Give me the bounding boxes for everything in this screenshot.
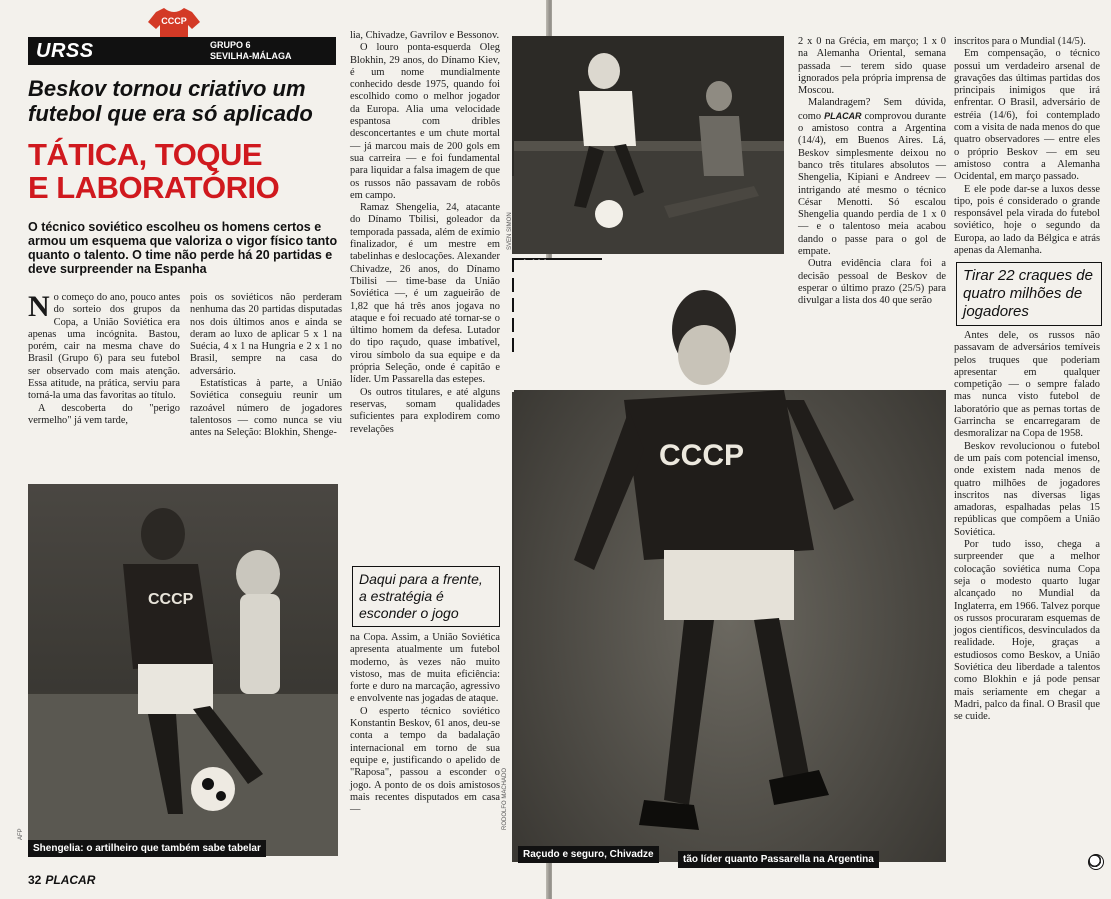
photo-credit-left: AFP <box>18 828 24 840</box>
article-column-2 <box>190 292 342 440</box>
group-line-1: GRUPO 6 <box>210 40 251 50</box>
page-number: 32 <box>28 873 42 887</box>
paragraph: lia, Chivadze, Gavrilov e Bessonov. <box>350 30 500 41</box>
paragraph-text: o começo do ano, pouco antes do sorteio dos grupos da Copa, a União Soviética era apenas uma incógnita. Bastou, porém, cair na mesma chave do Brasil (Grupo 6) para seu futebol ser observado com mais atenção. Essa atitude, na prática, serviu para torná-la uma das favoritas ao título. <box>28 292 180 402</box>
page-footer <box>28 873 95 887</box>
paragraph: 2 x 0 na Grécia, em março; 1 x 0 na Alemanha Oriental, semana passada — terem sido quase ignorados pela própria imprensa de Moscou. <box>798 36 946 97</box>
pullquote-left: Daqui para a frente, a estratégia é esconder o jogo <box>352 566 500 627</box>
paragraph: E ele pode dar-se a luxos desse tipo, pois é considerado o grande responsável pela virada do futebol soviético, hoje o segundo da Europa, ao lado da Bélgica e atrás apenas da Alemanha. <box>954 183 1100 257</box>
paragraph: na Copa. Assim, a União Soviética apresenta atualmente um futebol moderno, às vezes não muito vistoso, mas de muita eficiência: forte e duro na marcação, agressivo e envolvente nas jogadas de ataque. <box>350 632 500 705</box>
paragraph: Outra evidência clara foi a decisão pessoal de Beskov de esperar o último prazo (25/5) para divulgar a lista dos 40 que serão <box>798 258 946 307</box>
headline <box>28 138 348 204</box>
headline-line-2: E LABORATÓRIO <box>28 170 280 205</box>
chivadze-caption-b: tão líder quanto Passarella na Argentina <box>678 851 879 868</box>
article-column-3 <box>350 30 500 436</box>
right-page <box>502 0 1111 899</box>
soccer-ball-end-icon <box>1088 854 1104 870</box>
dropcap: N <box>28 290 50 323</box>
section-tag-bar <box>28 37 336 65</box>
blokhin-photo <box>514 36 784 254</box>
shengelia-photo <box>28 484 338 856</box>
section-country: URSS <box>36 40 94 62</box>
group-line-2: SEVILHA-MÁLAGA <box>210 51 292 61</box>
paragraph: Em compensação, o técnico possui um verdadeiro arsenal de gravações das últimas partidas dos principais inimigos que irá enfrentar. O Brasil, adversário de estréia (14/6), foi contemplado com a visita de nada menos do que quatro observadores — entre eles o próprio Beskov — em seu amistoso contra a Alemanha Ocidental, em março passado. <box>954 48 1100 183</box>
paragraph: pois os soviéticos não perderam nenhuma das 20 partidas disputadas nos dois últimos anos e ainda se deram ao luxo de aplicar 5 x 1 na Suécia, 4 x 1 na Hungria e 2 x 1 no Brasil, sempre na casa do adversário. <box>190 292 342 377</box>
svg-text:CCCP: CCCP <box>659 439 745 472</box>
paragraph: Por tudo isso, chega a surpreender que a melhor colocação soviética numa Copa seja o modesto quarto lugar alcançado no Mundial da Inglaterra, em 1966. Talvez porque os russos procuraram esquemas de jogos científicos, desvinculados da realidade. Hoje, graças a estudiosos como Beskov, a União Soviética deu liberdade a talentos como Blokhin e já pode pensar mais seriamente em chegar a Madri, palco da final. O Brasil que se cuide. <box>954 539 1100 723</box>
lede: O técnico soviético escolheu os homens certos e armou um esquema que valoriza o vigor físico tanto quanto o talento. O time não perde há 20 partidas e deve surpreender na Espanha <box>28 220 338 276</box>
photo-credit-chivadze: RODOLFO MACHADO <box>502 767 508 830</box>
svg-text:CCCP: CCCP <box>148 591 194 608</box>
article-column-5-cont <box>954 330 1100 724</box>
paragraph: Os outros titulares, e até alguns reservas, somam qualidades suficientes para explodirem como revelações <box>350 386 500 435</box>
paragraph: A descoberta do "perigo vermelho" já vem tarde, <box>28 402 180 426</box>
chivadze-caption-a: Raçudo e seguro, Chivadze <box>518 846 659 863</box>
article-column-4 <box>798 36 946 308</box>
section-group <box>210 40 292 62</box>
paragraph-text: comprovou durante o amistoso contra a Argentina (14/4), em Buenos Aires. Lá, Beskov simplesmente deixou no banco três titulares absolutos — Shengelia, Kipiani e Andreev — intrigando até mesmo o técnico César Menotti. Só escalou Shengelia quando perdia de 1 x 0 — e o talentoso meia acabou dando o passe para o gol de empate. <box>798 110 946 258</box>
kicker: Beskov tornou criativo um futebol que era só aplicado <box>28 76 313 126</box>
left-page <box>0 0 548 899</box>
paragraph: Antes dele, os russos não passavam de adversários temíveis pelos truques que poderiam apresentar em qualquer competição — o sempre falado mas nunca visto futebol de laboratório que as pernas tortas de Garrincha se encarregaram de desmoralizar na Copa de 1958. <box>954 330 1100 440</box>
paragraph: O louro ponta-esquerda Oleg Blokhin, 29 anos, do Dínamo Kiev, é um nome mundialmente conhecido desde 1975, quando foi escolhido como o melhor jogador da Europa. Alia uma velocidade espantosa com dribles desconcertantes e um chute mortal — já marcou mais de 200 gols em sua carreira — e foi fundamental para liquidar a falsa imagem de que os russos não passavam de robôs em campo. <box>350 42 500 201</box>
paragraph: Beskov revolucionou o futebol de um país com potencial imenso, onde existem nada menos de quatro milhões de jogadores inscritos nas diversas ligas amadoras, espalhadas pelas 15 repúblicas que compõem a União Soviética. <box>954 440 1100 538</box>
paragraph <box>28 292 180 403</box>
paragraph: Ramaz Shengelia, 24, atacante do Dínamo Tbilisi, goleador da temporada passada, além de exímio finalizador, é um mestre em tabelinhas e deslocações. Alexander Chivadze, 26 anos, do Dínamo Tbilisi — time-base da União Soviética —, é um zagueirão de 1,82 que há três anos jogava no ataque e foi recuado até tornar-se o último homem da defesa. Lutador do tipo raçudo, quase imbatível, virou símbolo da sua equipe e da própria Seleção, onde é capitão e líder. Um Passarella das estepes. <box>350 202 500 386</box>
article-column-5 <box>954 36 1100 257</box>
paragraph-text: Malandragem? Sem dúvida, como <box>798 97 946 122</box>
headline-line-1: TÁTICA, TOQUE <box>28 137 263 172</box>
footer-brand: PLACAR <box>45 873 96 887</box>
article-column-3-cont <box>350 632 500 816</box>
photo-credit-blokhin: SVEN SIMON <box>507 212 513 250</box>
paragraph: inscritos para o Mundial (14/5). <box>954 36 1086 47</box>
paragraph: O esperto técnico soviético Konstantin Beskov, 61 anos, deu-se conta a tempo da badalação internacional em torno de sua equipe e, justificando o apelido de "Raposa", passou a esconder o jogo. A ponto de os dois amistosos mais recentes disputados em casa — <box>350 705 500 816</box>
inline-brand: PLACAR <box>824 110 862 121</box>
chivadze-photo <box>514 260 946 862</box>
shengelia-caption: Shengelia: o artilheiro que também sabe tabelar <box>28 840 266 857</box>
pullquote-right: Tirar 22 craques de quatro milhões de jogadores <box>956 262 1102 326</box>
article-column-1 <box>28 292 180 427</box>
shirt-text: CCCP <box>161 16 187 26</box>
paragraph: Estatísticas à parte, a União Soviética conseguiu reunir um razoável número de jogadores talentosos — como nunca se viu antes na Seleção: Blokhin, Shenge- <box>190 378 342 439</box>
paragraph <box>798 97 946 258</box>
